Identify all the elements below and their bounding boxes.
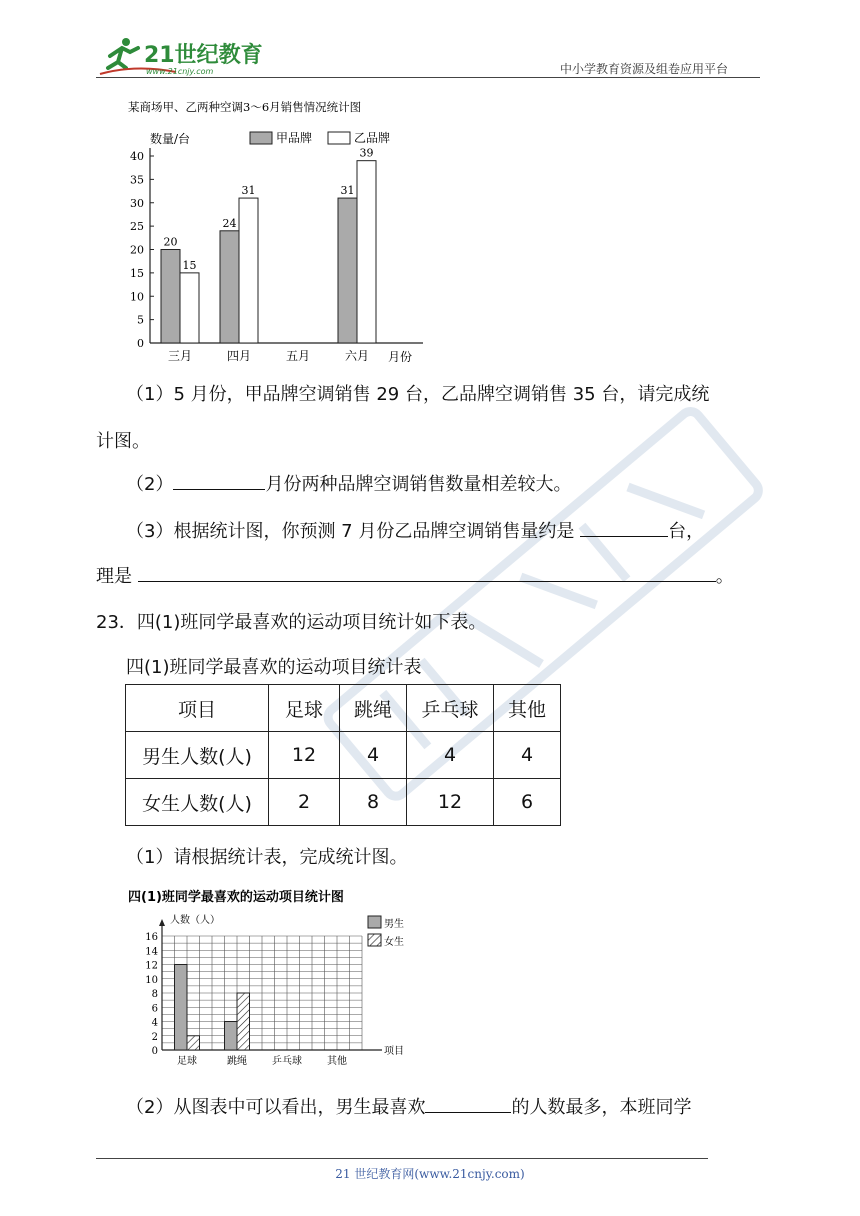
- y-tick-label: 20: [130, 243, 144, 257]
- q22-part1: （1）5 月份，甲品牌空调销售 29 台，乙品牌空调销售 35 台，请完成统: [126, 384, 710, 405]
- footer-divider: [96, 1158, 708, 1159]
- footer-text: 21 世纪教育网(www.21cnjy.com): [335, 1167, 525, 1181]
- header-tagline: 中小学教育资源及组卷应用平台: [560, 62, 729, 76]
- data-label: 31: [241, 184, 256, 198]
- chart-title: 某商场甲、乙两种空调3～6月销售情况统计图: [128, 100, 362, 114]
- x-tick-label: 其他: [327, 1056, 347, 1066]
- q22-part3-suffix: 台，: [668, 521, 705, 542]
- y-tick-label: 30: [130, 196, 144, 210]
- y-axis-label: 数量/台: [150, 132, 191, 146]
- table-cell: 8: [340, 779, 407, 826]
- q22-reason: [96, 562, 734, 588]
- q22-part3: [126, 517, 704, 543]
- x-tick-label: 足球: [177, 1056, 197, 1066]
- table-cell: 2: [269, 779, 340, 826]
- x-tick-label: 三月: [167, 349, 193, 363]
- table-cell: 4: [494, 732, 561, 779]
- y-tick-label: 2: [151, 1031, 158, 1043]
- bar: [220, 231, 239, 343]
- table-row: [126, 779, 561, 826]
- bar: [237, 993, 250, 1050]
- logo-url: www.21cnjy.com: [146, 67, 214, 76]
- y-tick-label: 40: [130, 150, 144, 163]
- table-header-cell: 乒乓球: [407, 685, 494, 732]
- y-tick-label: 5: [137, 313, 144, 327]
- y-tick-label: 25: [130, 220, 144, 234]
- x-axis-label: 项目: [384, 1046, 404, 1057]
- q22-part3-prefix: （3）根据统计图，你预测 7 月份乙品牌空调销售量约是: [126, 521, 581, 542]
- legend-swatch-girls: [368, 934, 381, 946]
- answer-blank-month[interactable]: [173, 471, 265, 490]
- legend-swatch-yi: [328, 132, 350, 144]
- q23-intro: 23．四(1)班同学最喜欢的运动项目统计如下表。: [96, 612, 487, 633]
- table-cell: 6: [494, 779, 561, 826]
- table-cell: 4: [407, 732, 494, 779]
- q23-part2: [126, 1093, 691, 1119]
- x-tick-label: 六月: [344, 349, 370, 363]
- data-label: 20: [163, 235, 178, 249]
- answer-blank-favorite[interactable]: [425, 1094, 511, 1113]
- chart-sports: [118, 886, 428, 1066]
- y-tick-label: 0: [137, 337, 144, 350]
- chart-sales: [118, 96, 438, 368]
- table-cell: 4: [340, 732, 407, 779]
- q22-reason-suffix: 。: [715, 566, 734, 587]
- legend-label-yi: 乙品牌: [354, 131, 391, 145]
- q23-part2-suffix: 的人数最多，本班同学: [511, 1097, 692, 1118]
- y-tick-label: 35: [130, 173, 144, 187]
- table-cell: 12: [269, 732, 340, 779]
- y-tick-label: 15: [130, 266, 144, 280]
- table-header-row: [126, 685, 561, 732]
- sports-table: [125, 684, 561, 826]
- table-cell: 男生人数(人): [126, 732, 269, 779]
- answer-blank-reason[interactable]: [138, 563, 716, 582]
- table-row: [126, 732, 561, 779]
- x-tick-label: 跳绳: [227, 1056, 247, 1066]
- data-label: 24: [222, 216, 237, 230]
- y-axis-arrow: [159, 919, 165, 926]
- bar: [187, 1036, 200, 1050]
- chart-title: 四(1)班同学最喜欢的运动项目统计图: [128, 890, 344, 905]
- table-header-cell: 项目: [126, 685, 269, 732]
- y-tick-label: 12: [145, 960, 158, 972]
- table-header-cell: 跳绳: [340, 685, 407, 732]
- y-tick-label: 8: [151, 989, 158, 1000]
- legend-label-boys: 男生: [384, 919, 404, 930]
- legend-swatch-boys: [368, 916, 381, 928]
- x-tick-label: 五月: [285, 349, 311, 363]
- bar: [175, 965, 188, 1051]
- bar: [180, 273, 199, 343]
- bar: [338, 198, 357, 343]
- y-tick-label: 16: [145, 932, 158, 943]
- bar: [357, 161, 376, 343]
- data-label: 15: [182, 258, 197, 272]
- x-axis-label: 月份: [388, 350, 413, 364]
- header-divider: [96, 77, 760, 78]
- q22-part1-cont: 计图。: [96, 431, 150, 452]
- q23-part2-prefix: （2）从图表中可以看出，男生最喜欢: [126, 1097, 426, 1118]
- y-tick-label: 14: [145, 946, 158, 958]
- q22-reason-prefix: 理是: [96, 566, 138, 587]
- table-cell: 女生人数(人): [126, 779, 269, 826]
- table-header-cell: 足球: [269, 685, 340, 732]
- bar: [225, 1022, 238, 1051]
- y-tick-label: 10: [130, 290, 144, 304]
- data-label: 39: [359, 146, 374, 160]
- table-cell: 12: [407, 779, 494, 826]
- table-header-cell: 其他: [494, 685, 561, 732]
- legend-swatch-jia: [250, 132, 272, 144]
- answer-blank-forecast[interactable]: [580, 518, 668, 537]
- table-title: 四(1)班同学最喜欢的运动项目统计表: [126, 657, 422, 678]
- y-tick-label: 4: [151, 1017, 158, 1029]
- legend-label-girls: 女生: [384, 937, 404, 948]
- x-tick-label: 乒乓球: [272, 1056, 302, 1066]
- y-axis-label: 人数（人）: [170, 915, 220, 926]
- logo-text: 21世纪教育: [144, 43, 263, 68]
- q22-part2-prefix: （2）: [126, 474, 174, 495]
- site-logo: [96, 34, 266, 80]
- bar: [161, 250, 180, 344]
- y-tick-label: 0: [151, 1046, 158, 1057]
- legend-label-jia: 甲品牌: [276, 131, 313, 145]
- q22-part2: [126, 470, 571, 496]
- q23-part1: （1）请根据统计表，完成统计图。: [126, 847, 408, 868]
- q22-part2-suffix: 月份两种品牌空调销售数量相差较大。: [265, 474, 572, 495]
- data-label: 31: [340, 184, 355, 198]
- y-tick-label: 6: [151, 1003, 158, 1015]
- y-tick-label: 10: [145, 974, 158, 986]
- x-tick-label: 四月: [226, 349, 252, 363]
- bar: [239, 198, 258, 343]
